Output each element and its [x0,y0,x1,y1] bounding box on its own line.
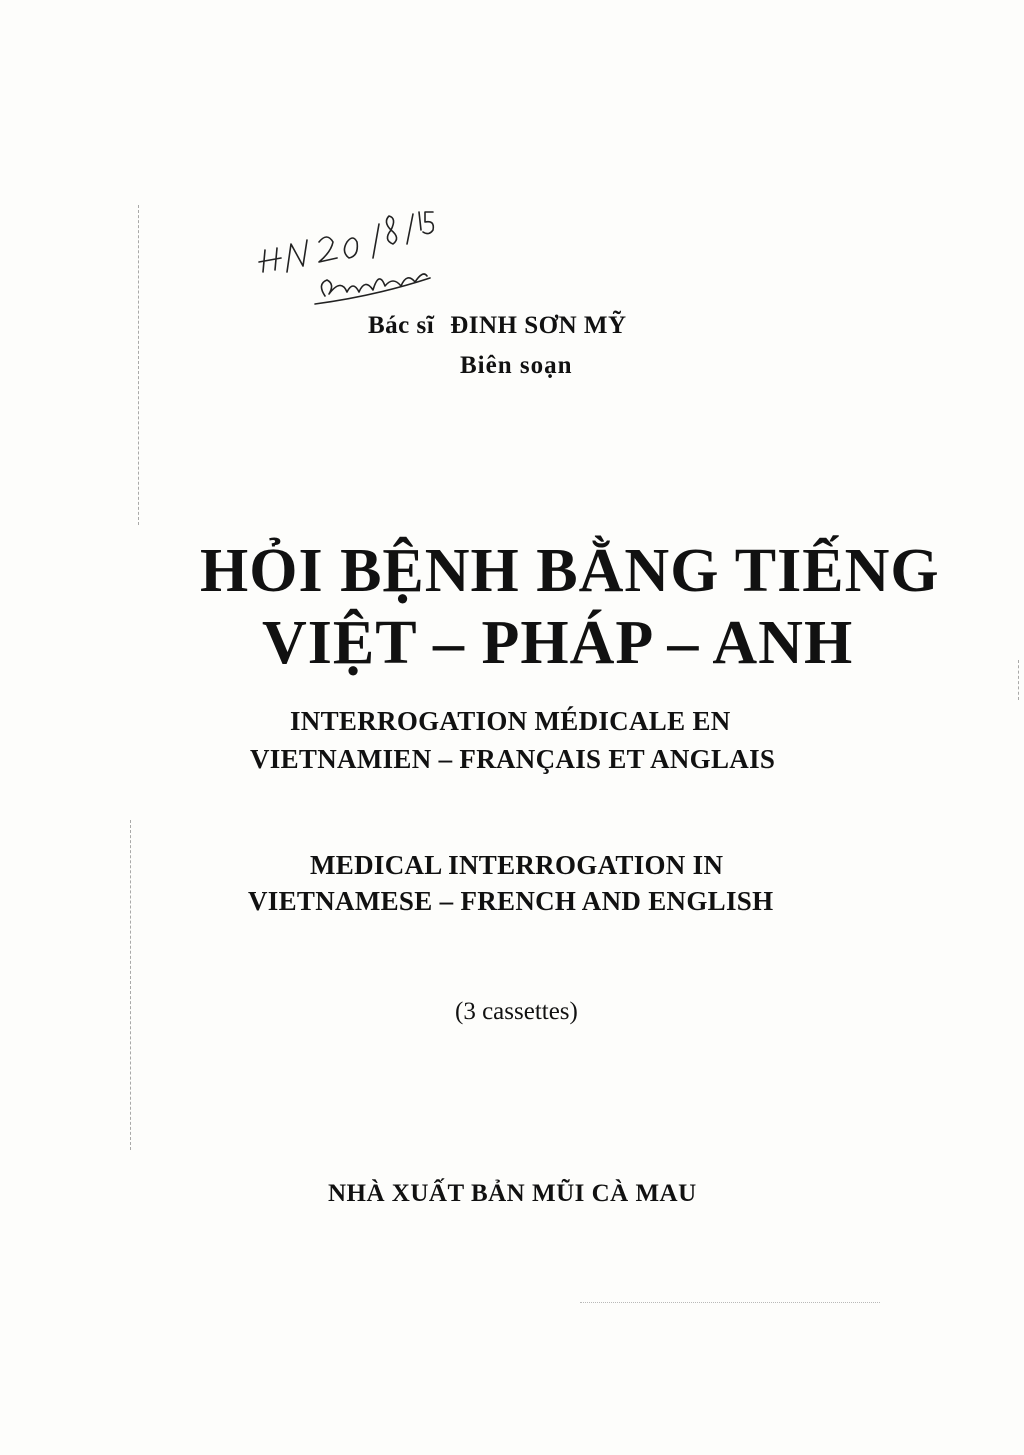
main-title-line-1: HỎI BỆNH BẰNG TIẾNG [200,537,940,605]
format-note: (3 cassettes) [455,998,578,1025]
english-subtitle-line-1: MEDICAL INTERROGATION IN [310,850,724,880]
author-name: ĐINH SƠN MỸ [450,312,627,339]
scan-edge-line [1018,660,1019,700]
french-subtitle-line-1: INTERROGATION MÉDICALE EN [290,706,731,736]
author-line [368,312,627,340]
publisher: NHÀ XUẤT BẢN MŨI CÀ MAU [328,1180,697,1207]
scan-edge-line [138,205,139,525]
scan-dotted-line [580,1302,880,1303]
english-subtitle-line-2: VIETNAMESE – FRENCH AND ENGLISH [248,886,774,916]
scan-edge-line [130,820,131,1150]
author-prefix: Bác sĩ [368,312,435,339]
main-title-line-2: VIỆT – PHÁP – ANH [262,609,854,677]
editor-role: Biên soạn [460,352,573,379]
handwritten-signature [255,200,455,310]
french-subtitle-line-2: VIETNAMIEN – FRANÇAIS ET ANGLAIS [250,744,776,774]
